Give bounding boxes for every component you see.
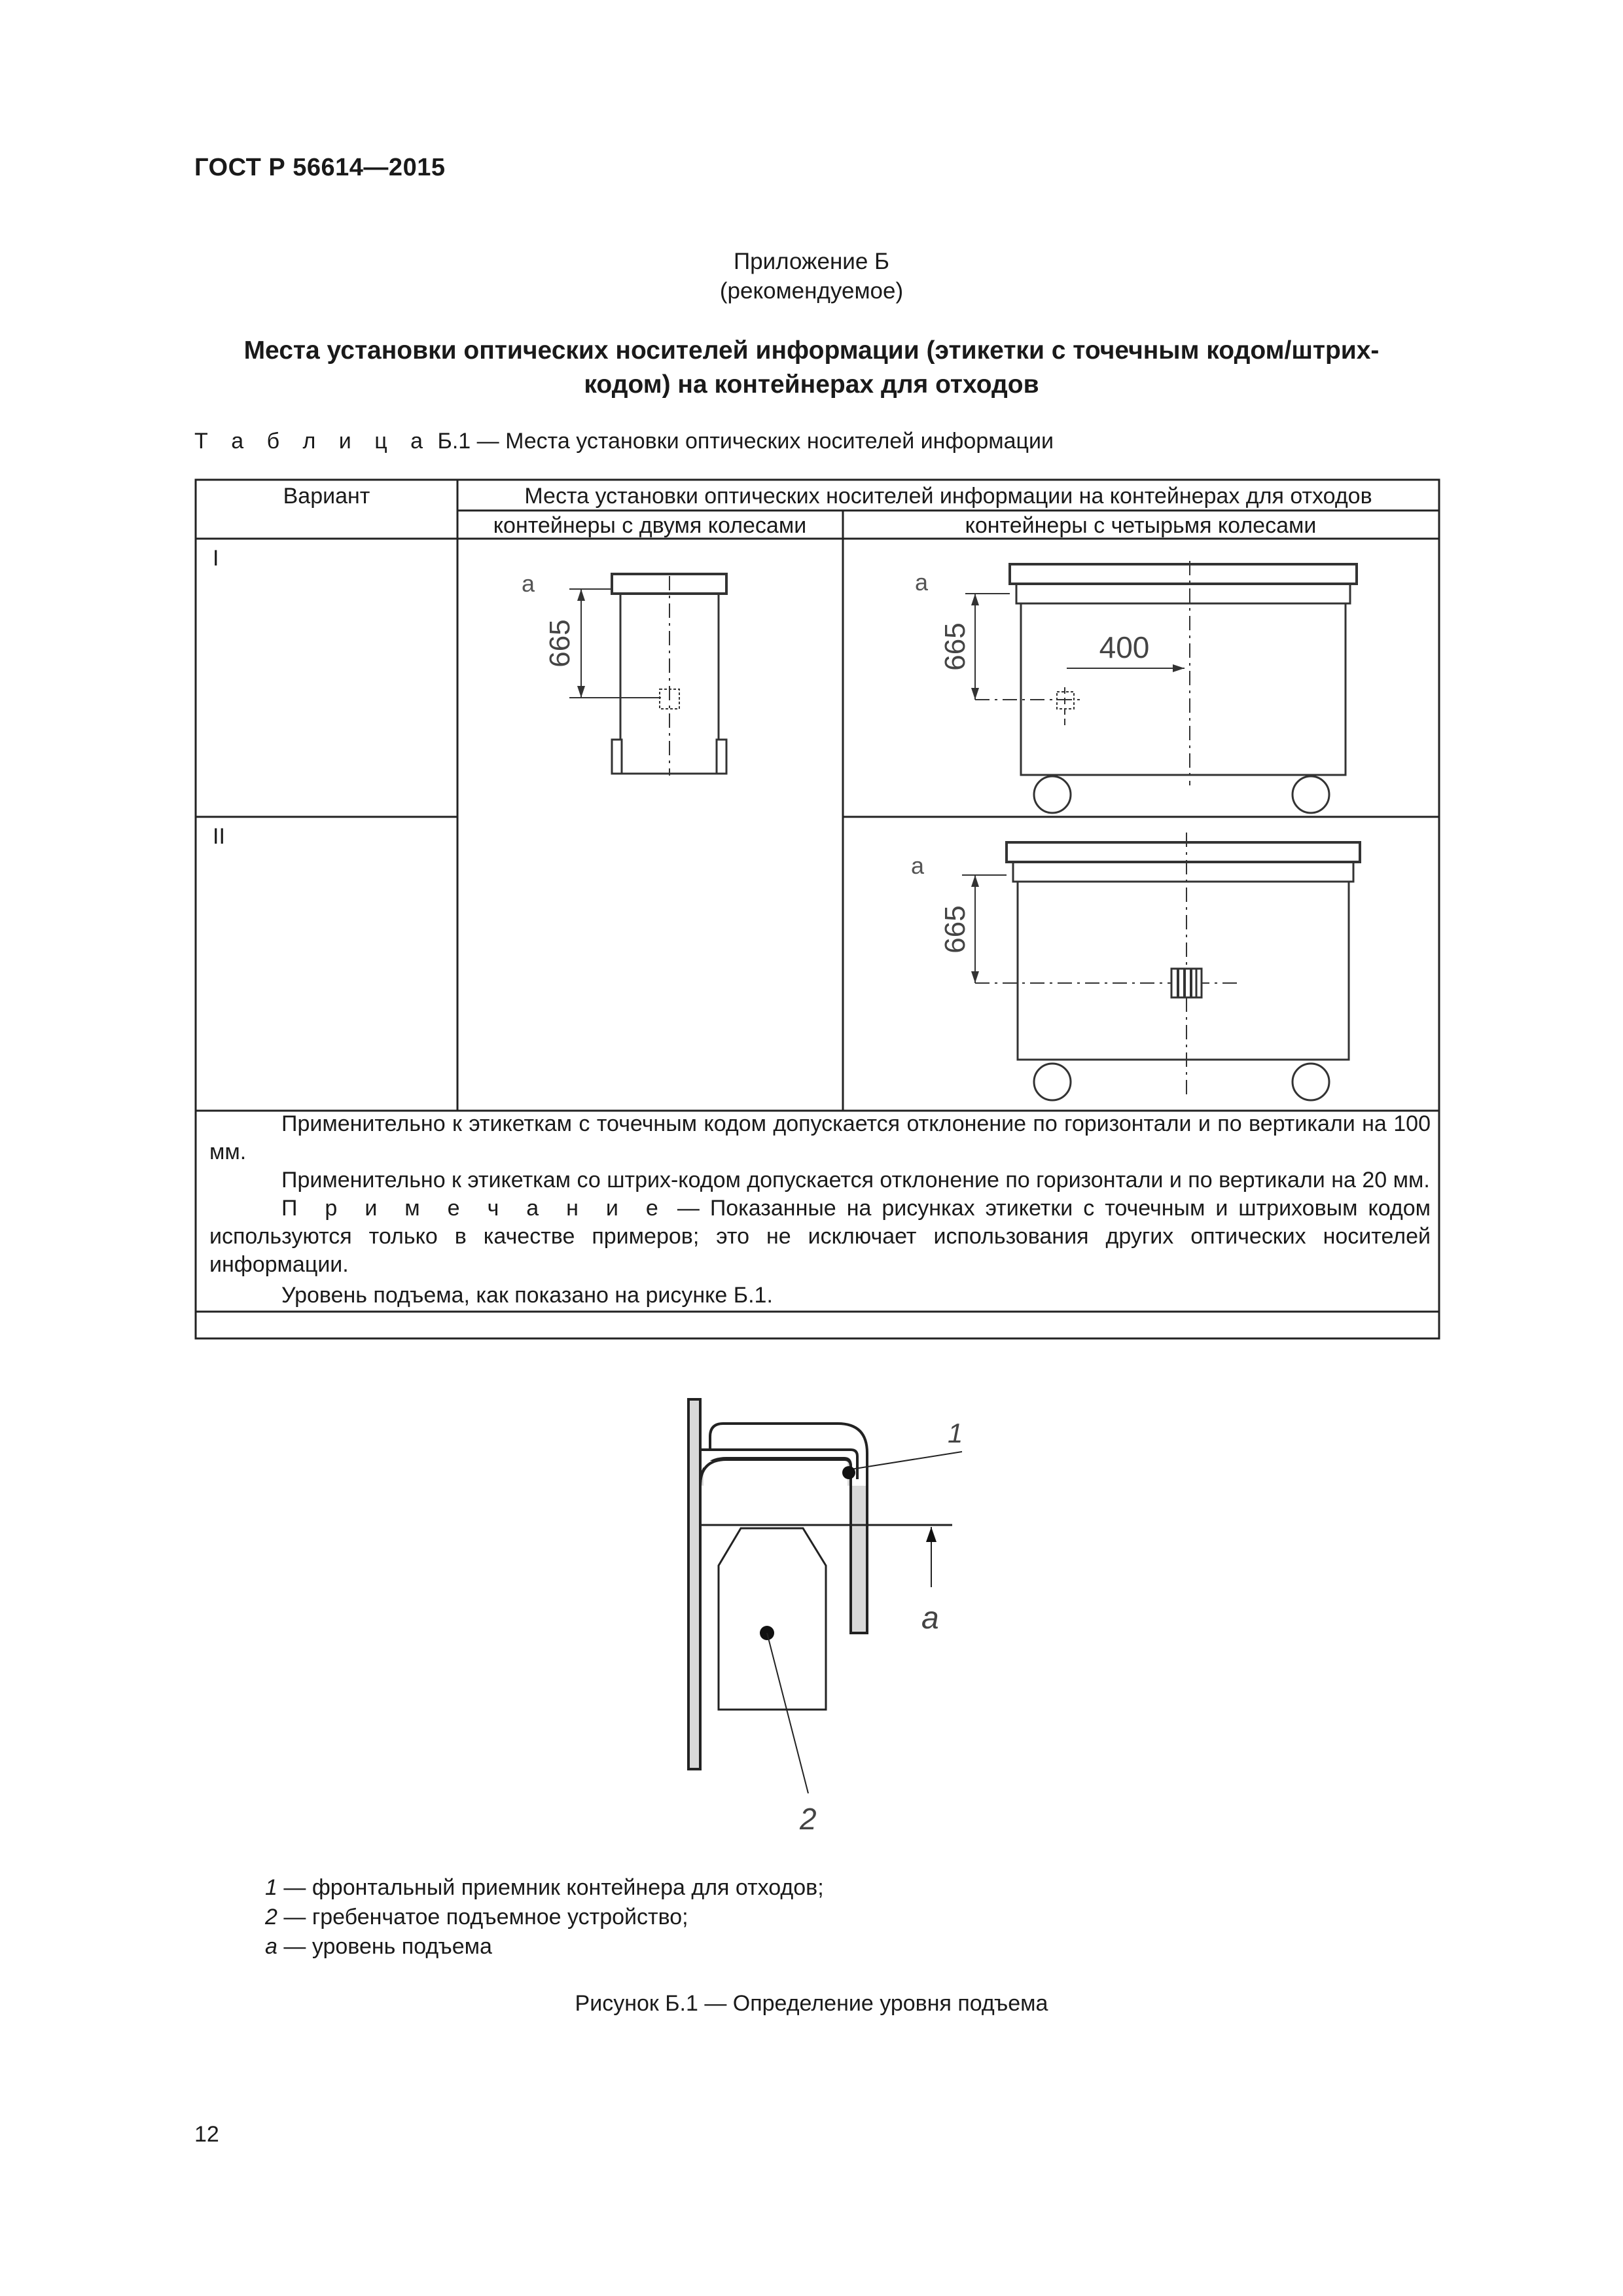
table-caption-text: — Места установки оптических носителей информации xyxy=(476,429,1054,454)
section-title-line2: кодом) на контейнерах для отходов xyxy=(584,370,1039,399)
note-remark-label: П р и м е ч а н и е xyxy=(281,1196,667,1221)
header-places: Места установки оптических носителей информации на контейнерах для отходов xyxy=(524,484,1372,509)
legend-item xyxy=(265,1932,824,1962)
legend-key: 2 xyxy=(265,1905,277,1929)
page-number: 12 xyxy=(194,2122,219,2147)
four-wheel-1-dim-665: 665 xyxy=(939,622,971,671)
figure-callout-a: a xyxy=(921,1601,939,1636)
section-title-line1: Места установки оптических носителей информации (этикетки с точечным кодом/штрих- xyxy=(243,336,1380,365)
document-header: ГОСТ Р 56614—2015 xyxy=(194,154,446,181)
appendix-name: Приложение Б xyxy=(734,249,889,274)
header-variant: Вариант xyxy=(283,484,370,509)
table-caption-prefix: Т а б л и ц а xyxy=(194,429,432,454)
legend-text: — фронтальный приемник контейнера для отходов; xyxy=(283,1875,824,1900)
note-remark-text: — Показанные на рисунках этикетки с точечным и штриховым кодом используются только в качестве примеров; это не исключает использования других оптических носителей информации. xyxy=(209,1196,1431,1277)
table-notes xyxy=(209,1110,1431,1310)
legend-text: — гребенчатое подъемное устройство; xyxy=(283,1905,688,1929)
two-wheel-dim-665: 665 xyxy=(544,619,576,668)
legend-key: a xyxy=(265,1934,277,1959)
four-wheel-1-dim-400: 400 xyxy=(1099,630,1150,664)
note-barcode: Применительно к этикеткам со штрих-кодом допускается отклонение по горизонтали и по вертикали на 20 мм. xyxy=(281,1168,1430,1193)
four-wheel-container-drawing-1 xyxy=(965,561,1357,813)
legend-item xyxy=(265,1903,824,1932)
figure-caption: Рисунок Б.1 — Определение уровня подъема xyxy=(575,1991,1048,2016)
note-dot-code: Применительно к этикеткам с точечным кодом допускается отклонение по горизонтали и по вертикали на 100 мм. xyxy=(209,1111,1431,1164)
header-four-wheels: контейнеры с четырьмя колесами xyxy=(965,513,1317,538)
four-wheel-2-label-a: a xyxy=(911,852,925,879)
appendix-status: (рекомендуемое) xyxy=(719,278,904,304)
figure-legend xyxy=(265,1873,824,1962)
figure-callout-1: 1 xyxy=(948,1418,963,1448)
two-wheel-label-a: a xyxy=(522,570,535,597)
four-wheel-1-label-a: a xyxy=(915,569,929,596)
legend-key: 1 xyxy=(265,1875,277,1900)
note-lift-level: Уровень подъема, как показано на рисунке Б.1. xyxy=(281,1283,773,1308)
legend-item xyxy=(265,1873,824,1903)
figure-callout-2: 2 xyxy=(800,1802,817,1836)
four-wheel-2-dim-665: 665 xyxy=(939,905,971,954)
variant-2-label: II xyxy=(213,824,225,849)
table-caption-number: Б.1 xyxy=(437,429,471,454)
variant-1-label: I xyxy=(213,546,219,571)
two-wheel-container-drawing xyxy=(569,574,726,776)
header-two-wheels: контейнеры с двумя колесами xyxy=(493,513,807,538)
lift-level-figure xyxy=(688,1399,962,1793)
four-wheel-container-drawing-2 xyxy=(962,833,1360,1100)
legend-text: — уровень подъема xyxy=(283,1934,492,1959)
note-remark xyxy=(209,1194,1431,1279)
